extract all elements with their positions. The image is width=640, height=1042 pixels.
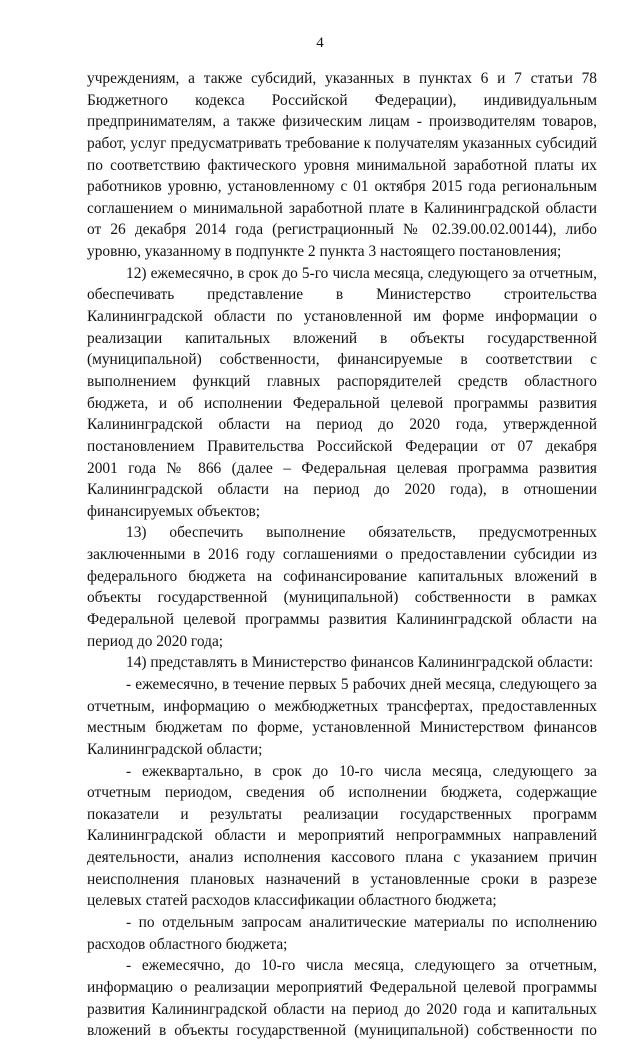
- text-line: от 26 декабря 2014 года (регистрационный № 02.39.00.02.00144), либо: [87, 221, 597, 239]
- text-line: неисполнения плановых назначений в установленные сроки в разрезе: [87, 870, 597, 888]
- text-line: - ежемесячно, в течение первых 5 рабочих дней месяца, следующего за: [126, 675, 597, 693]
- text-line: Калининградской области на период до 2020 года), в отношении: [87, 481, 597, 499]
- text-line: соглашением о минимальной заработной плате в Калининградской области: [87, 199, 597, 217]
- text-line: предпринимателям, а также физическим лицам - производителям товаров,: [87, 113, 597, 131]
- text-line: - ежемесячно, до 10-го числа месяца, следующего за отчетным,: [126, 957, 597, 975]
- text-line: вложений в объекты государственной (муниципальной) собственности по: [87, 1022, 597, 1040]
- text-line: Федеральной целевой программы развития Калининградской области на: [87, 611, 597, 629]
- text-line: уровню, указанному в подпункте 2 пункта 3 настоящего постановления;: [87, 243, 562, 261]
- text-line: реализации капитальных вложений в объекты государственной: [87, 329, 597, 347]
- text-line: Калининградской области на период до 2020 года, утвержденной: [87, 416, 597, 434]
- text-line: Калининградской области по установленной им форме информации о: [87, 308, 597, 326]
- text-line: выполнением функций главных распорядителей средств областного: [87, 372, 597, 390]
- text-line: Калининградской области;: [87, 740, 263, 758]
- text-line: федерального бюджета на софинансирование капитальных вложений в: [87, 567, 597, 585]
- text-line: - по отдельным запросам аналитические материалы по исполнению: [126, 913, 597, 931]
- text-line: бюджета, и об исполнении Федеральной целевой программы развития: [87, 394, 597, 412]
- page-number: 4: [316, 35, 324, 51]
- text-line: расходов областного бюджета;: [87, 935, 288, 953]
- text-line: учреждениям, а также субсидий, указанных в пунктах 6 и 7 статьи 78: [87, 70, 597, 87]
- text-line: - ежеквартально, в срок до 10-го числа месяца, следующего за: [126, 762, 597, 780]
- document-body: [87, 68, 597, 1042]
- text-line: работников уровню, установленному с 01 октября 2015 года региональным: [87, 178, 597, 196]
- text-line: деятельности, анализ исполнения кассового плана с указанием причин: [87, 849, 597, 867]
- text-line: развития Калининградской области на период до 2020 года и капитальных: [87, 1000, 597, 1018]
- text-line: 14) представлять в Министерство финансов Калининградской области:: [126, 654, 594, 672]
- text-line: объекты государственной (муниципальной) собственности в рамках: [87, 589, 597, 607]
- text-line: отчетным, информацию о межбюджетных трансфертах, предоставленных: [87, 697, 597, 715]
- text-line: по соответствию фактического уровня минимальной заработной платы их: [87, 156, 597, 174]
- text-line: Бюджетного кодекса Российской Федерации), индивидуальным: [87, 91, 597, 109]
- text-line: показатели и результаты реализации государственных программ: [87, 805, 597, 823]
- text-line: информацию о реализации мероприятий Федеральной целевой программы: [87, 978, 597, 996]
- text-line: постановлением Правительства Российской Федерации от 07 декабря: [87, 437, 597, 455]
- text-line: местным бюджетам по форме, установленной Министерством финансов: [87, 719, 597, 737]
- text-line: финансируемых объектов;: [87, 502, 260, 520]
- text-line: 13) обеспечить выполнение обязательств, предусмотренных: [126, 524, 597, 542]
- text-line: 2001 года № 866 (далее – Федеральная целевая программа развития: [87, 459, 597, 477]
- text-line: 12) ежемесячно, в срок до 5-го числа месяца, следующего за отчетным,: [126, 264, 597, 282]
- text-line: целевых статей расходов классификации областного бюджета;: [87, 892, 497, 910]
- text-line: работ, услуг предусматривать требование к получателям указанных субсидий: [87, 134, 597, 152]
- text-line: отчетным периодом, сведения об исполнении бюджета, содержащие: [87, 784, 597, 802]
- text-line: обеспечивать представление в Министерство строительства: [87, 286, 597, 304]
- text-line: период до 2020 года;: [87, 632, 224, 650]
- text-line: Калининградской области и мероприятий непрограммных направлений: [87, 827, 597, 845]
- text-line: (муниципальной) собственности, финансируемые в соответствии с: [87, 351, 597, 369]
- text-line: заключенными в 2016 году соглашениями о предоставлении субсидии из: [87, 546, 597, 564]
